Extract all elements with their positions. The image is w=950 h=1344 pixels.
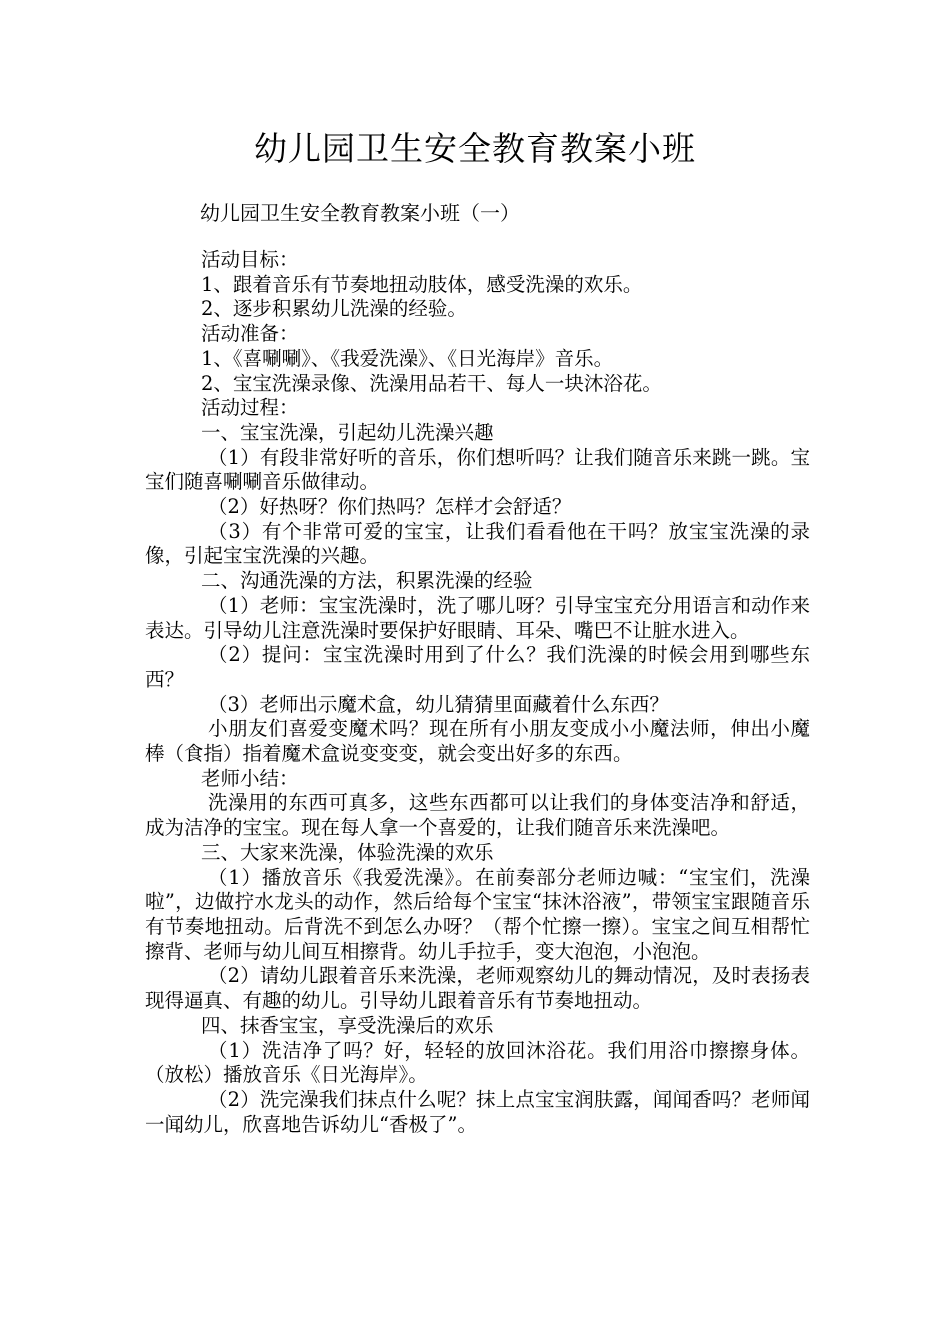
section-heading: 活动过程： bbox=[201, 396, 299, 420]
paragraph: （3）有个非常可爱的宝宝，让我们看看他在干吗？放宝宝洗澡的录像，引起宝宝洗澡的兴趣。 bbox=[145, 519, 810, 568]
list-item: 2、宝宝洗澡录像、洗澡用品若干、每人一块沐浴花。 bbox=[201, 371, 662, 395]
document-title: 幼儿园卫生安全教育教案小班 bbox=[254, 129, 696, 168]
paragraph: （3）老师出示魔术盒，幼儿猜猜里面藏着什么东西？ bbox=[208, 692, 669, 716]
list-item: 2、逐步积累幼儿洗澡的经验。 bbox=[201, 297, 467, 321]
step-heading: 一、宝宝洗澡，引起幼儿洗澡兴趣 bbox=[201, 420, 494, 444]
step-heading: 二、沟通洗澡的方法，积累洗澡的经验 bbox=[201, 569, 533, 593]
paragraph: （2）请幼儿跟着音乐来洗澡，老师观察幼儿的舞动情况，及时表扬表现得逼真、有趣的幼儿。引导幼儿跟着音乐有节奏地扭动。 bbox=[145, 964, 810, 1013]
paragraph: （1）洗洁净了吗？好，轻轻的放回沐浴花。我们用浴巾擦擦身体。（放松）播放音乐《日光海岸》。 bbox=[145, 1038, 810, 1087]
section-heading: 活动准备： bbox=[201, 322, 299, 346]
paragraph: （1）老师：宝宝洗澡时，洗了哪儿呀？引导宝宝充分用语言和动作来表达。引导幼儿注意洗澡时要保护好眼睛、耳朵、嘴巴不让脏水进入。 bbox=[145, 593, 810, 642]
list-item: 1、《喜唰唰》、《我爱洗澡》、《日光海岸》音乐。 bbox=[201, 346, 614, 370]
section-heading: 老师小结： bbox=[201, 766, 299, 790]
section-heading: 活动目标： bbox=[201, 248, 299, 271]
step-heading: 三、大家来洗澡，体验洗澡的欢乐 bbox=[201, 840, 494, 864]
step-heading: 四、抹香宝宝，享受洗澡后的欢乐 bbox=[201, 1013, 494, 1037]
paragraph: 洗澡用的东西可真多，这些东西都可以让我们的身体变洁净和舒适，成为洁净的宝宝。现在每人拿一个喜爱的，让我们随音乐来洗澡吧。 bbox=[145, 791, 810, 840]
paragraph: （2）好热呀？你们热吗？怎样才会舒适？ bbox=[208, 495, 572, 519]
list-item: 1、跟着音乐有节奏地扭动肢体，感受洗澡的欢乐。 bbox=[201, 272, 643, 296]
paragraph: 小朋友们喜爱变魔术吗？现在所有小朋友变成小小魔法师，伸出小魔棒（食指）指着魔术盒说变变变，就会变出好多的东西。 bbox=[145, 717, 810, 766]
document-subtitle: 幼儿园卫生安全教育教案小班（一） bbox=[200, 201, 520, 225]
paragraph: （2）提问：宝宝洗澡时用到了什么？我们洗澡的时候会用到哪些东西？ bbox=[145, 643, 810, 691]
paragraph: （2）洗完澡我们抹点什么呢？抹上点宝宝润肤露，闻闻香吗？老师闻一闻幼儿，欣喜地告诉幼儿“香极了”。 bbox=[145, 1087, 810, 1136]
document-body bbox=[145, 248, 810, 1137]
paragraph: （1）播放音乐《我爱洗澡》。在前奏部分老师边喊：“宝宝们，洗澡啦”，边做拧水龙头的动作，然后给每个宝宝“抹沐浴液”，带领宝宝跟随音乐有节奏地扭动。后背洗不到怎么办呀？（帮个忙擦一擦）。宝宝之间互相帮忙擦背、老师与幼儿间互相擦背。幼儿手拉手，变大泡泡，小泡泡。 bbox=[145, 865, 810, 963]
paragraph: （1）有段非常好听的音乐，你们想听吗？让我们随音乐来跳一跳。宝宝们随喜唰唰音乐做律动。 bbox=[145, 445, 810, 494]
